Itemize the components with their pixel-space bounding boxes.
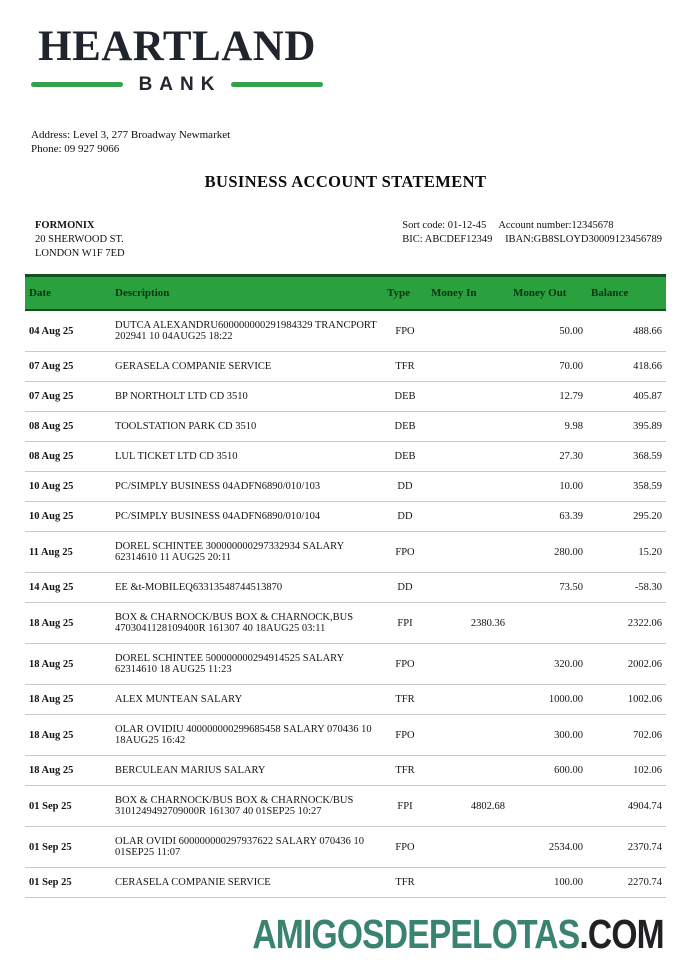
account-number: Account number:12345678 bbox=[498, 219, 614, 231]
transaction-description: PC/SIMPLY BUSINESS 04ADFN6890/010/103 bbox=[111, 472, 383, 502]
transaction-date: 08 Aug 25 bbox=[25, 442, 111, 472]
transaction-money-out: 27.30 bbox=[509, 442, 587, 472]
transaction-description: ALEX MUNTEAN SALARY bbox=[111, 685, 383, 715]
transaction-balance: 4904.74 bbox=[587, 786, 666, 827]
transaction-description: BOX & CHARNOCK/BUS BOX & CHARNOCK,BUS 4703041128109400R 161307 40 18AUG25 03:11 bbox=[111, 603, 383, 644]
watermark-text bbox=[252, 911, 664, 958]
table-row bbox=[25, 715, 666, 756]
transaction-money-out: 280.00 bbox=[509, 532, 587, 573]
transaction-balance: 2270.74 bbox=[587, 868, 666, 898]
transaction-date: 04 Aug 25 bbox=[25, 310, 111, 352]
table-row bbox=[25, 756, 666, 786]
transaction-balance: 2002.06 bbox=[587, 644, 666, 685]
transaction-money-out: 320.00 bbox=[509, 644, 587, 685]
transaction-money-out: 600.00 bbox=[509, 756, 587, 786]
transaction-type: DEB bbox=[383, 382, 427, 412]
transaction-date: 01 Sep 25 bbox=[25, 868, 111, 898]
transaction-description: LUL TICKET LTD CD 3510 bbox=[111, 442, 383, 472]
transaction-balance: -58.30 bbox=[587, 573, 666, 603]
transaction-money-out: 63.39 bbox=[509, 502, 587, 532]
column-header-description: Description bbox=[111, 276, 383, 311]
transaction-description: BP NORTHOLT LTD CD 3510 bbox=[111, 382, 383, 412]
transaction-money-in: 2380.36 bbox=[427, 603, 509, 644]
transaction-type: TFR bbox=[383, 352, 427, 382]
transaction-description: DUTCA ALEXANDRU600000000291984329 TRANCPORT 202941 10 04AUG25 18:22 bbox=[111, 310, 383, 352]
transaction-type: TFR bbox=[383, 868, 427, 898]
watermark bbox=[25, 911, 666, 958]
transaction-money-out: 100.00 bbox=[509, 868, 587, 898]
transaction-type: TFR bbox=[383, 756, 427, 786]
table-row bbox=[25, 573, 666, 603]
transaction-money-in bbox=[427, 502, 509, 532]
table-row bbox=[25, 310, 666, 352]
transaction-date: 08 Aug 25 bbox=[25, 412, 111, 442]
transaction-date: 18 Aug 25 bbox=[25, 756, 111, 786]
watermark-site-tld: .COM bbox=[579, 911, 664, 958]
transaction-type: DEB bbox=[383, 412, 427, 442]
transaction-balance: 1002.06 bbox=[587, 685, 666, 715]
transaction-balance: 395.89 bbox=[587, 412, 666, 442]
bank-phone: Phone: 09 927 9066 bbox=[31, 143, 120, 156]
transaction-money-out: 9.98 bbox=[509, 412, 587, 442]
sort-code: Sort code: 01-12-45 bbox=[402, 219, 487, 231]
table-row bbox=[25, 442, 666, 472]
logo-line-right bbox=[231, 82, 323, 87]
transaction-money-out: 73.50 bbox=[509, 573, 587, 603]
transaction-balance: 702.06 bbox=[587, 715, 666, 756]
table-row bbox=[25, 786, 666, 827]
statement-title: BUSINESS ACCOUNT STATEMENT bbox=[204, 171, 487, 191]
transaction-description: TOOLSTATION PARK CD 3510 bbox=[111, 412, 383, 442]
transaction-money-in bbox=[427, 352, 509, 382]
transaction-money-out: 50.00 bbox=[509, 310, 587, 352]
transaction-description: GERASELA COMPANIE SERVICE bbox=[111, 352, 383, 382]
transaction-money-in bbox=[427, 756, 509, 786]
transaction-description: DOREL SCHINTEE 300000000297332934 SALARY 62314610 11 AUG25 20:11 bbox=[111, 532, 383, 573]
transaction-date: 07 Aug 25 bbox=[25, 382, 111, 412]
transaction-money-out: 2534.00 bbox=[509, 827, 587, 868]
transaction-money-in bbox=[427, 827, 509, 868]
column-header-balance: Balance bbox=[587, 276, 666, 311]
watermark-site-name: AMIGOSDEPELOTAS bbox=[252, 911, 580, 958]
transactions-header bbox=[25, 276, 666, 311]
account-details-line-1 bbox=[402, 219, 662, 233]
iban: IBAN:GB8SLOYD30009123456789 bbox=[505, 233, 662, 245]
transaction-description: DOREL SCHINTEE 500000000294914525 SALARY 62314610 18 AUG25 11:23 bbox=[111, 644, 383, 685]
transaction-description: OLAR OVIDI 600000000297937622 SALARY 070436 10 01SEP25 11:07 bbox=[111, 827, 383, 868]
table-row bbox=[25, 352, 666, 382]
account-holder-block bbox=[35, 219, 125, 262]
table-row bbox=[25, 532, 666, 573]
transaction-description: BERCULEAN MARIUS SALARY bbox=[111, 756, 383, 786]
column-header-type: Type bbox=[383, 276, 427, 311]
transaction-money-in bbox=[427, 685, 509, 715]
table-row bbox=[25, 868, 666, 898]
transaction-balance: 488.66 bbox=[587, 310, 666, 352]
transaction-balance: 295.20 bbox=[587, 502, 666, 532]
table-row bbox=[25, 827, 666, 868]
table-row bbox=[25, 412, 666, 442]
bank-address: Address: Level 3, 277 Broadway Newmarket bbox=[31, 129, 231, 142]
transaction-description: OLAR OVIDIU 400000000299685458 SALARY 070436 10 18AUG25 16:42 bbox=[111, 715, 383, 756]
transaction-money-out: 12.79 bbox=[509, 382, 587, 412]
transaction-type: FPO bbox=[383, 827, 427, 868]
transaction-money-in bbox=[427, 715, 509, 756]
bank-logo bbox=[31, 0, 323, 94]
transaction-money-out: 70.00 bbox=[509, 352, 587, 382]
transaction-date: 10 Aug 25 bbox=[25, 472, 111, 502]
column-header-money-in: Money In bbox=[427, 276, 509, 311]
transaction-date: 07 Aug 25 bbox=[25, 352, 111, 382]
transaction-balance: 405.87 bbox=[587, 382, 666, 412]
transaction-date: 18 Aug 25 bbox=[25, 603, 111, 644]
transaction-balance: 418.66 bbox=[587, 352, 666, 382]
transaction-description: EE &t-MOBILEQ63313548744513870 bbox=[111, 573, 383, 603]
bank-logo-subrow bbox=[31, 75, 323, 94]
transaction-money-out bbox=[509, 603, 587, 644]
transaction-money-in bbox=[427, 310, 509, 352]
transaction-type: DD bbox=[383, 573, 427, 603]
transaction-balance: 102.06 bbox=[587, 756, 666, 786]
transaction-balance: 15.20 bbox=[587, 532, 666, 573]
account-details-line-2 bbox=[402, 233, 662, 247]
transaction-type: FPO bbox=[383, 644, 427, 685]
transaction-type: FPO bbox=[383, 715, 427, 756]
transaction-money-out bbox=[509, 786, 587, 827]
table-row bbox=[25, 603, 666, 644]
transaction-money-in bbox=[427, 868, 509, 898]
transaction-money-in bbox=[427, 644, 509, 685]
transaction-money-in bbox=[427, 573, 509, 603]
transaction-type: FPO bbox=[383, 532, 427, 573]
logo-line-left bbox=[31, 82, 123, 87]
account-holder-name: FORMONIX bbox=[35, 219, 95, 231]
bank-logo-subname: BANK bbox=[138, 74, 222, 96]
transaction-date: 11 Aug 25 bbox=[25, 532, 111, 573]
transaction-balance: 368.59 bbox=[587, 442, 666, 472]
bic: BIC: ABCDEF12349 bbox=[402, 233, 493, 245]
account-holder-address-2: LONDON W1F 7ED bbox=[35, 248, 125, 260]
transaction-type: TFR bbox=[383, 685, 427, 715]
transaction-type: FPI bbox=[383, 786, 427, 827]
transaction-money-in bbox=[427, 472, 509, 502]
transaction-type: DEB bbox=[383, 442, 427, 472]
transaction-description: BOX & CHARNOCK/BUS BOX & CHARNOCK/BUS 3101249492709000R 161307 40 01SEP25 10:27 bbox=[111, 786, 383, 827]
account-info-section bbox=[25, 219, 666, 262]
table-row bbox=[25, 502, 666, 532]
transaction-money-out: 300.00 bbox=[509, 715, 587, 756]
transaction-balance: 2322.06 bbox=[587, 603, 666, 644]
transaction-date: 18 Aug 25 bbox=[25, 715, 111, 756]
transactions-body bbox=[25, 310, 666, 898]
transaction-date: 14 Aug 25 bbox=[25, 573, 111, 603]
transaction-date: 10 Aug 25 bbox=[25, 502, 111, 532]
table-row bbox=[25, 644, 666, 685]
transaction-description: PC/SIMPLY BUSINESS 04ADFN6890/010/104 bbox=[111, 502, 383, 532]
transaction-date: 18 Aug 25 bbox=[25, 685, 111, 715]
bank-contact-block bbox=[31, 128, 666, 157]
transaction-type: FPO bbox=[383, 310, 427, 352]
transaction-type: DD bbox=[383, 472, 427, 502]
account-details-block bbox=[402, 219, 662, 262]
transaction-money-in bbox=[427, 532, 509, 573]
transaction-description: CERASELA COMPANIE SERVICE bbox=[111, 868, 383, 898]
transaction-money-out: 10.00 bbox=[509, 472, 587, 502]
transactions-table bbox=[25, 274, 666, 898]
transaction-date: 01 Sep 25 bbox=[25, 827, 111, 868]
transaction-money-in bbox=[427, 412, 509, 442]
bank-logo-name: HEARTLAND bbox=[38, 23, 316, 70]
transaction-money-in bbox=[427, 382, 509, 412]
transaction-money-out: 1000.00 bbox=[509, 685, 587, 715]
transaction-money-in bbox=[427, 442, 509, 472]
transaction-date: 01 Sep 25 bbox=[25, 786, 111, 827]
column-header-money-out: Money Out bbox=[509, 276, 587, 311]
column-header-date: Date bbox=[25, 276, 111, 311]
table-row bbox=[25, 472, 666, 502]
transaction-type: FPI bbox=[383, 603, 427, 644]
transaction-type: DD bbox=[383, 502, 427, 532]
transaction-money-in: 4802.68 bbox=[427, 786, 509, 827]
transaction-date: 18 Aug 25 bbox=[25, 644, 111, 685]
table-row bbox=[25, 685, 666, 715]
table-row bbox=[25, 382, 666, 412]
transaction-balance: 358.59 bbox=[587, 472, 666, 502]
account-holder-address-1: 20 SHERWOOD ST. bbox=[35, 233, 124, 245]
transaction-balance: 2370.74 bbox=[587, 827, 666, 868]
